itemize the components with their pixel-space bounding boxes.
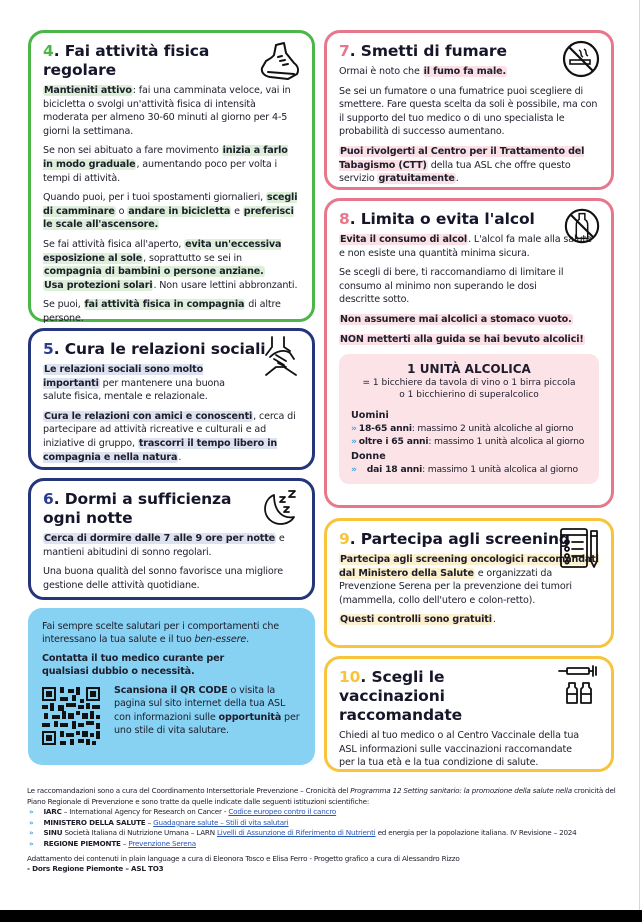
card-title-text: . Scegli le vaccinazioni raccomandate <box>339 668 463 724</box>
card-number: 4 <box>43 42 54 60</box>
card-title-text: . Partecipa agli screening <box>349 530 570 548</box>
paragraph: Evita il consumo di alcol. L'alcol fa male alla salute e non esiste una quantità minima sicura. <box>339 234 592 259</box>
card-title <box>339 42 599 61</box>
paragraph: Mantieniti attivo: fai una camminata veloce, vai in bicicletta o svolgi un'attività fisica di intensità moderata per almeno 30-60 minuti al giorno per 4-5 giorni la settimana. <box>43 85 291 137</box>
card-title-text: . Dormi a sufficienza ogni notte <box>43 490 232 527</box>
info-contact: Contatta il tuo medico curante per qualsiasi dubbio o necessità. <box>42 652 225 678</box>
paragraph: Non assumere mai alcolici a stomaco vuoto. <box>340 313 572 325</box>
paragraph: NON metterti alla guida se hai bevuto alcolici! <box>340 333 584 345</box>
alcohol-unit-definition: = 1 bicchiere da tavola di vino o 1 birra piccola o 1 bicchierino di superalcolico <box>362 378 576 401</box>
card-title-text: . Smetti di fumare <box>349 42 507 60</box>
paragraph: Cerca di dormire dalle 7 alle 9 ore per notte e mantieni abitudini di sonno regolari. <box>43 533 285 558</box>
source-link[interactable]: Prevenzione Serena <box>128 838 196 848</box>
women-limit-row: » dai 18 anni: massimo 1 unità alcolica al giorno <box>351 464 578 476</box>
footer-intro: Le raccomandazioni sono a cura del Coordinamento Intersettoriale Prevenzione – Cronicità del Programma 12 Setting sanitario: la promozione della salute nella cronicità del Piano Regionale di Prevenzione e sono tratte da quelle indicate dalle seguenti istituzioni scientifiche: <box>27 786 616 806</box>
footer-adaptation-credits: Adattamento dei contenuti in plain language a cura di Eleonora Tosco e Elisa Ferro - Progetto grafico a cura di Alessandro Rizzo <box>27 853 460 863</box>
moon-sleep-icon <box>260 487 300 527</box>
paragraph: Puoi rivolgerti al Centro per il Trattamento del Tabagismo (CTT) della tua ASL che offre questo servizio gratuitamente. <box>339 145 585 185</box>
paragraph: Partecipa agli screening oncologici raccomandati dal Ministero della Salute e organizzati da Prevenzione Serena per la prevenzione dei tumori (mammella, collo dell'utero e colon-retto). <box>339 554 599 606</box>
card-title-text: . Cura le relazioni sociali <box>53 340 266 358</box>
paragraph: Ormai è noto che il fumo fa male. <box>339 66 506 77</box>
info-paragraph: Fai sempre scelte salutari per i comportamenti che interessano la tua salute e il tuo ben-essere. <box>42 621 280 646</box>
men-limit-row: » oltre i 65 anni: massimo 1 unità alcolica al giorno <box>351 436 585 448</box>
footer-credits <box>27 786 627 875</box>
card-title-text: . Limita o evita l'alcol <box>349 210 535 228</box>
syringe-vials-icon <box>557 663 601 707</box>
paragraph: Se non sei abituato a fare movimento inizia a farlo in modo graduale, aumentando poco per volta i tempi di attività. <box>43 145 288 184</box>
card-title <box>339 668 539 725</box>
source-item: » REGIONE PIEMONTE – Prevenzione Serena <box>29 838 196 848</box>
source-link[interactable]: Livelli di Assunzione di Riferimento di Nutrienti <box>216 828 376 838</box>
card-number: 8 <box>339 210 350 228</box>
no-alcohol-icon <box>563 207 601 245</box>
no-smoking-icon <box>561 39 601 79</box>
card-limit-alcohol <box>324 198 614 508</box>
paragraph: Quando puoi, per i tuoi spostamenti giornalieri, scegli di camminare o andare in bicicletta e preferisci le scale all'ascensore. <box>43 192 298 231</box>
card-title-text: . Fai attività fisica regolare <box>43 42 210 79</box>
card-number: 7 <box>339 42 350 60</box>
source-item: » SINU Società Italiana di Nutrizione Umana – LARN Livelli di Assunzione di Riferimento di Nutrienti ed energia per la popolazione italiana. IV Revisione – 2024 <box>29 828 577 838</box>
card-number: 5 <box>43 340 54 358</box>
bottom-black-bar <box>0 910 642 922</box>
paragraph: Se puoi, fai attività fisica in compagnia di altre persone. <box>43 299 281 324</box>
men-limit-row: » 18-65 anni: massimo 2 unità alcoliche al giorno <box>351 423 574 435</box>
qr-code[interactable] <box>42 687 100 745</box>
card-screening <box>324 518 614 648</box>
source-item: » IARC – International Agency for Research on Cancer - Codice europeo contro il cancro <box>29 807 337 817</box>
card-number: 6 <box>43 490 54 508</box>
qr-description: Scansiona il QR CODE o visita la pagina sul sito internet della tua ASL con informazioni sulle opportunità per uno stile di vita salutare. <box>114 685 300 737</box>
women-label: Donne <box>351 451 386 463</box>
paragraph: Cura le relazioni con amici e conoscenti, cerca di partecipare ad attività ricreative e culturali e ad iniziative di gruppo, trascorri il tempo libero in compagnia e nella natura. <box>43 410 296 463</box>
checklist-icon <box>559 527 599 571</box>
card-number: 10 <box>339 668 361 686</box>
holding-hands-icon <box>262 335 300 377</box>
card-social-relations <box>28 328 315 470</box>
alcohol-unit-title: 1 UNITÀ ALCOLICA <box>407 362 531 377</box>
card-title <box>43 490 243 528</box>
card-title <box>43 42 243 80</box>
card-number: 9 <box>339 530 350 548</box>
card-quit-smoking <box>324 30 614 190</box>
card-vaccinations <box>324 656 614 772</box>
paragraph: Se scegli di bere, ti raccomandiamo di limitare il consumo al minimo non superando le dosi descritte sotto. <box>339 267 564 306</box>
source-item: » MINISTERO DELLA SALUTE – Guadagnare salute – Stili di vita salutari <box>29 817 289 827</box>
alcohol-unit-box <box>339 354 599 484</box>
card-physical-activity <box>28 30 315 322</box>
card-title <box>339 210 599 229</box>
source-link[interactable]: Guadagnare salute – Stili di vita salutari <box>153 817 289 827</box>
paragraph: Le relazioni sociali sono molto importanti per mantenere una buona salute fisica, mentale e relazionale. <box>43 364 225 403</box>
card-sleep <box>28 478 315 600</box>
paragraph: Chiedi al tuo medico o al Centro Vaccinale della tua ASL informazioni sulle vaccinazioni raccomandate per la tua età e la tua condizione di salute. <box>339 730 579 769</box>
sneaker-icon <box>258 41 302 83</box>
footer-organization: - Dors Regione Piemonte – ASL TO3 <box>27 864 164 874</box>
paragraph: Se fai attività fisica all'aperto, evita un'eccessiva esposizione al sole, soprattutto se sei in compagnia di bambini o persone anziane. Usa protezioni solari. Non usare lettini abbronzanti. <box>43 238 298 291</box>
paragraph: Se sei un fumatore o una fumatrice puoi scegliere di smettere. Fare questa scelta da soli è possibile, ma con il supporto del tuo medico o di uno specialista le probabilità di successo aumentano. <box>339 85 598 138</box>
paragraph: Questi controlli sono gratuiti. <box>340 614 496 626</box>
men-label: Uomini <box>351 410 389 422</box>
paragraph: Una buona qualità del sonno favorisce una migliore gestione delle attività quotidiane. <box>43 566 283 591</box>
info-box <box>28 608 315 765</box>
source-link[interactable]: Codice europeo contro il cancro <box>228 807 337 817</box>
